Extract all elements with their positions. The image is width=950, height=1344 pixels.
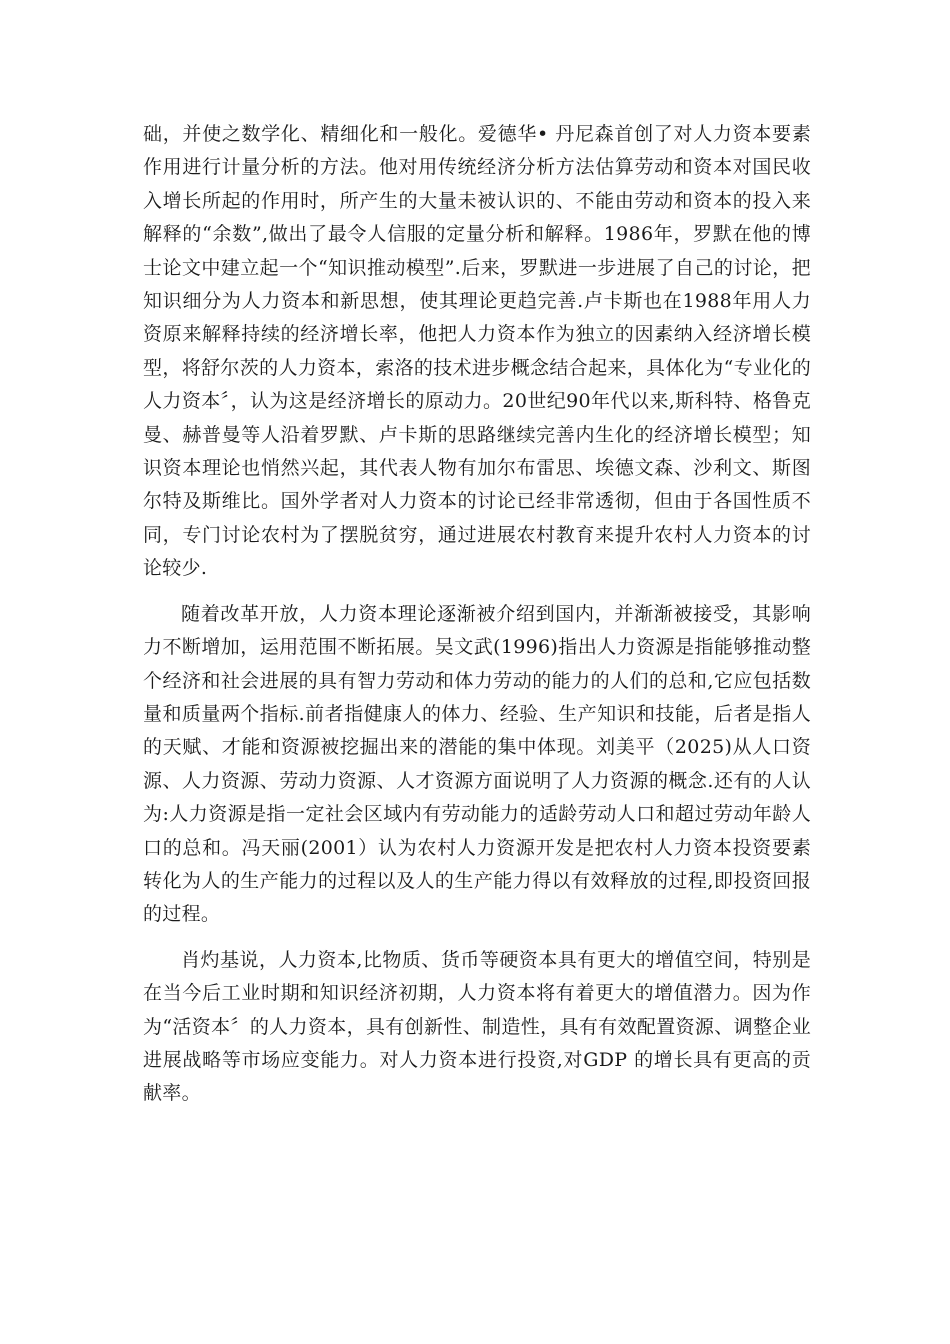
paragraph-2: 随着改革开放，人力资本理论逐渐被介绍到国内，并渐渐被接受，其影响力不断增加，运用范围不断拓展。吴文武(1996)指出人力资源是指能够推动整个经济和社会进展的具有智力劳动和体力劳动的能力的人们的总和,它应包括数量和质量两个指标.前者指健康人的体力、经验、生产知识和技能，后者是指人的天赋、才能和资源被挖掘出来的潜能的集中体现。刘美平（2025)从人口资源、人力资源、劳动力资源、人才资源方面说明了人力资源的概念.还有的人认为:人力资源是指一定社会区域内有劳动能力的适龄劳动人口和超过劳动年龄人口的总和。冯天丽(2001）认为农村人力资源开发是把农村人力资本投资要素转化为人的生产能力的过程以及人的生产能力得以有效释放的过程,即投资回报的过程。 <box>143 602 811 926</box>
paragraph-1: 础，并使之数学化、精细化和一般化。爱德华• 丹尼森首创了对人力资本要素作用进行计量分析的方法。他对用传统经济分析方法估算劳动和资本对国民收入增长所起的作用时，所产生的大量未被认识的、不能由劳动和资本的投入来解释的“余数”,做出了最令人信服的定量分析和解释。1986年，罗默在他的博士论文中建立起一个“知识推动模型”.后来，罗默进一步进展了自己的讨论，把知识细分为人力资本和新思想，使其理论更趋完善.卢卡斯也在1988年用人力资原来解释持续的经济增长率，他把人力资本作为独立的因素纳入经济增长模型，将舒尔茨的人力资本，索洛的技术进步概念结合起来，具体化为“专业化的人力资本〞，认为这是经济增长的原动力。20世纪90年代以来,斯科特、格鲁克曼、赫普曼等人沿着罗默、卢卡斯的思路继续完善内生化的经济增长模型；知识资本理论也悄然兴起，其代表人物有加尔布雷思、埃德文森、沙利文、斯图尔特及斯维比。国外学者对人力资本的讨论已经非常透彻，但由于各国性质不同，专门讨论农村为了摆脱贫穷，通过进展农村教育来提升农村人力资本的讨论较少. <box>143 123 811 580</box>
paragraph-3: 肖灼基说，人力资本,比物质、货币等硬资本具有更大的增值空间，特别是在当今后工业时期和知识经济初期，人力资本将有着更大的增值潜力。因为作为“活资本〞的人力资本，具有创新性、制造性，具有有效配置资源、调整企业进展战略等市场应变能力。对人力资本进行投资,对GDP 的增长具有更高的贡献率。 <box>143 948 811 1105</box>
document-body <box>143 118 811 1111</box>
